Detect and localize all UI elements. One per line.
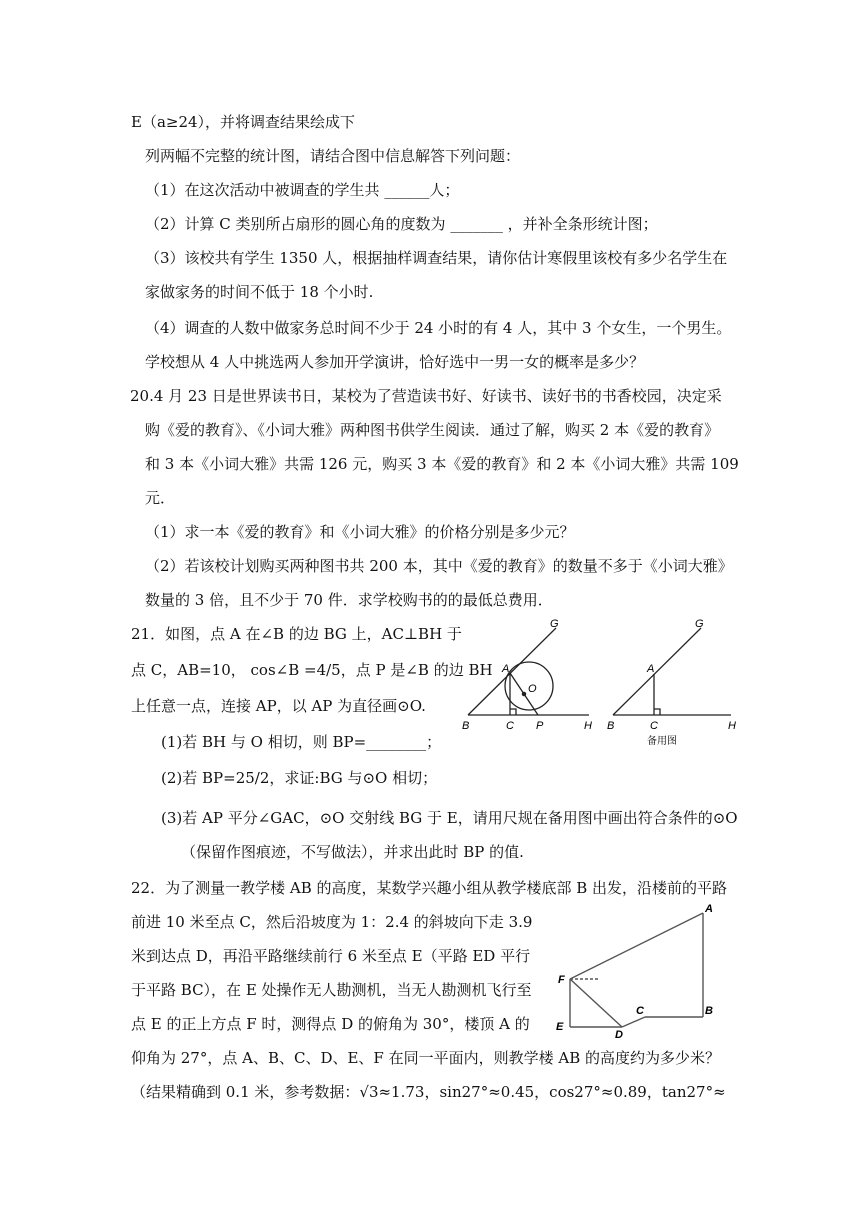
q20-stem-3: 和 3 本《小词大雅》共需 126 元，购买 3 本《爱的教育》和 2 本《小词大雅》共需 109: [145, 455, 739, 473]
backup-label-c: C: [650, 720, 658, 732]
label-o: O: [528, 683, 537, 695]
q19-part-3-cont: 家做家务的时间不低于 18 个小时.: [145, 283, 374, 301]
sightline-fd: [570, 979, 622, 1027]
backup-right-angle-mark: [654, 709, 660, 715]
q22-stem-7: （结果精确到 0.1 米，参考数据：√3≈1.73，sin27°≈0.45，cos27°≈0.89，tan27°≈: [131, 1083, 726, 1101]
fig-label-f: F: [558, 974, 565, 986]
q20-part-2: （2）若该校计划购买两种图书共 200 本，其中《爱的教育》的数量不多于《小词大雅》: [145, 557, 733, 575]
q22-stem-4: 于平路 BC），在 E 处操作无人勘测机，当无人勘测机飞行至: [131, 981, 532, 999]
slope-cd: [622, 1017, 645, 1027]
q19-part-4: （4）调查的人数中做家务总时间不少于 24 小时的有 4 人，其中 3 个女生，一个男生。: [145, 319, 732, 337]
q20-stem-2: 购《爱的教育》、《小词大雅》两种图书供学生阅读．通过了解，购买 2 本《爱的教育》: [145, 421, 720, 439]
backup-label-a: A: [647, 663, 655, 675]
q19-line-1: E（a≥24），并将调查结果绘成下: [131, 113, 356, 131]
q22-stem-5: 点 E 的正上方点 F 时，测得点 D 的俯角为 30°，楼顶 A 的: [131, 1015, 530, 1033]
center-o-dot: [522, 692, 525, 695]
ray-bg: [468, 628, 556, 715]
fig-label-d: D: [615, 1029, 623, 1041]
label-p: P: [536, 720, 544, 732]
label-h: H: [584, 720, 592, 732]
backup-label-g: G: [695, 618, 704, 630]
q20-part-2-cont: 数量的 3 倍，且不少于 70 件．求学校购书的的最低总费用．: [145, 591, 553, 609]
backup-ray-bg: [613, 628, 701, 715]
q22-building-figure: [548, 902, 748, 1042]
label-g: G: [550, 618, 559, 630]
q21-part-3-cont: （保留作图痕迹，不写做法），并求出此时 BP 的值.: [181, 843, 524, 861]
label-c: C: [506, 720, 514, 732]
q19-part-1: （1）在这次活动中被调查的学生共 ______人；: [145, 181, 460, 199]
fig-label-b: B: [705, 1005, 713, 1017]
backup-figure-caption: 备用图: [647, 736, 677, 747]
q20-stem-1: 20.4 月 23 日是世界读书日，某校为了营造读书好、好读书、读好书的书香校园，决定采: [130, 387, 722, 405]
q20-part-1: （1）求一本《爱的教育》和《小词大雅》的价格分别是多少元？: [145, 523, 575, 541]
q22-stem-3: 米到达点 D，再沿平路继续前行 6 米至点 E（平路 ED 平行: [131, 947, 531, 965]
q21-backup-figure: [607, 618, 747, 752]
label-b: B: [462, 720, 470, 732]
q22-stem-1: 22．为了测量一教学楼 AB 的高度，某数学兴趣小组从教学楼底部 B 出发，沿楼前的平路: [131, 879, 728, 897]
q19-part-4-cont: 学校想从 4 人中挑选两人参加开学演讲，恰好选中一男一女的概率是多少？: [145, 353, 645, 371]
q21-stem-2: 点 C，AB=10， cos∠B =4/5，点 P 是∠B 的边 BH: [131, 661, 493, 679]
q21-stem-3: 上任意一点，连接 AP，以 AP 为直径画⊙O.: [131, 697, 426, 715]
q19-part-2: （2）计算 C 类别所占扇形的圆心角的度数为 _______ ，并补全条形统计图；: [145, 215, 658, 233]
q21-main-figure: [462, 618, 622, 742]
q19-line-2: 列两幅不完整的统计图，请结合图中信息解答下列问题：: [145, 147, 521, 165]
q22-stem-6: 仰角为 27°，点 A、B、C、D、E、F 在同一平面内，则教学楼 AB 的高度约为多少米？: [131, 1049, 721, 1067]
fig-label-a: A: [705, 903, 713, 915]
fig-label-e: E: [556, 1021, 564, 1033]
fig-label-c: C: [636, 1005, 644, 1017]
backup-label-b: B: [607, 720, 615, 732]
label-a: A: [502, 663, 510, 675]
q20-stem-4: 元．: [145, 489, 176, 507]
q22-stem-2: 前进 10 米至点 C，然后沿坡度为 1：2.4 的斜坡向下走 3.9: [131, 913, 533, 931]
q21-part-2: (2)若 BP=25/2，求证:BG 与⊙O 相切；: [161, 769, 438, 787]
backup-label-h: H: [728, 720, 736, 732]
q19-part-3: （3）该校共有学生 1350 人，根据抽样调查结果，请你估计寒假里该校有多少名学生在: [145, 249, 728, 267]
sightline-fa: [570, 913, 703, 979]
q21-part-3: (3)若 AP 平分∠GAC，⊙O 交射线 BG 于 E，请用尺规在备用图中画出符合条件的⊙O: [161, 809, 738, 827]
right-angle-mark: [510, 709, 516, 715]
q21-stem-1: 21．如图，点 A 在∠B 的边 BG 上，AC⊥BH 于: [131, 625, 462, 643]
q21-part-1: (1)若 BH 与 O 相切，则 BP=________；: [161, 733, 442, 751]
